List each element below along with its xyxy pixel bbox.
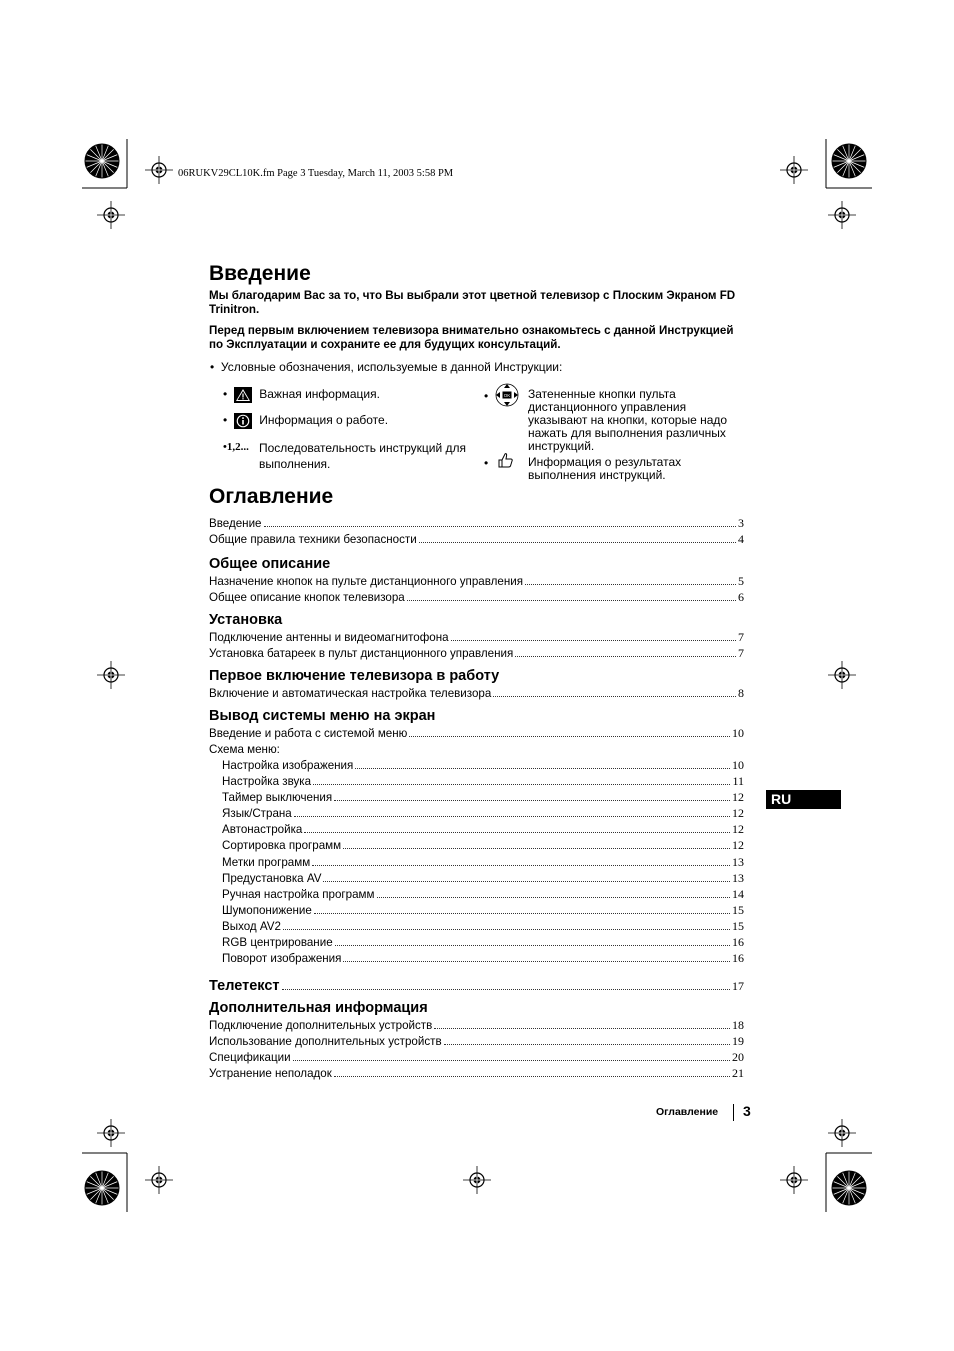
toc-entry[interactable]: Установка батареек в пульт дистанционного управления 7 <box>209 646 744 660</box>
info-icon <box>234 413 252 429</box>
toc-section-heading: Установка <box>209 612 283 628</box>
toc-entry[interactable]: Общее описание кнопок телевизора 6 <box>209 590 744 604</box>
symbol-info-text: Информация о работе. <box>259 413 389 428</box>
toc-entry[interactable]: Общие правила техники безопасности 4 <box>209 532 744 546</box>
toc-entry-teletext[interactable]: Телетекст 17 <box>209 978 744 994</box>
conventions-intro: • Условные обозначения, используемые в данной Инструкции: <box>210 360 563 374</box>
symbol-steps: •1,2... <box>223 441 249 453</box>
toc-section-heading: Первое включение телевизора в работу <box>209 668 500 684</box>
toc-entry[interactable]: Назначение кнопок на пульте дистанционного управления 5 <box>209 574 744 588</box>
toc-title: Оглавление <box>209 485 334 508</box>
toc-entry[interactable]: Подключение антенны и видеомагнитофона 7 <box>209 630 744 644</box>
toc-subentry[interactable]: Метки программ 13 <box>222 855 744 869</box>
thumbs-up-icon <box>496 451 514 469</box>
toc-entry[interactable]: Спецификации 20 <box>209 1050 744 1064</box>
toc-subentry[interactable]: Ручная настройка программ 14 <box>222 887 744 901</box>
toc-subentry[interactable]: Предустановка AV 13 <box>222 871 744 885</box>
steps-marker: 1,2... <box>226 441 249 453</box>
toc-entry-label: Схема меню: <box>209 743 280 756</box>
intro-paragraph-1: Мы благодарим Вас за то, что Вы выбрали этот цветной телевизор с Плоским Экраном FD Trinitron. <box>209 289 736 316</box>
toc-subentry[interactable]: Настройка изображения 10 <box>222 758 744 772</box>
symbol-important: • Важная информация. <box>223 387 380 402</box>
toc-subentry[interactable]: RGB центрирование 16 <box>222 935 744 949</box>
toc-entry[interactable]: Подключение дополнительных устройств 18 <box>209 1018 744 1032</box>
toc-section-heading: Дополнительная информация <box>209 1000 428 1016</box>
bullet-dot: • <box>484 389 489 403</box>
symbol-info: • Информация о работе. <box>223 413 389 428</box>
bullet-dot-2: • <box>484 456 489 470</box>
toc-entry[interactable]: Использование дополнительных устройств 19 <box>209 1034 744 1048</box>
toc-subentry[interactable]: Настройка звука 11 <box>222 774 744 788</box>
symbol-results-text: Информация о результатах выполнения инструкций. <box>528 455 682 482</box>
warning-icon <box>234 387 252 403</box>
toc-subentry[interactable]: Шумопонижение 15 <box>222 903 744 917</box>
svg-text:OK: OK <box>503 393 511 398</box>
intro-title: Введение <box>209 262 311 285</box>
toc-entry[interactable]: Введение и работа с системой меню 10 <box>209 726 744 740</box>
toc-subentry[interactable]: Автонастройка 12 <box>222 822 744 836</box>
toc-entry[interactable]: Включение и автоматическая настройка телевизора 8 <box>209 686 744 700</box>
toc-section-heading: Вывод системы меню на экран <box>209 708 436 724</box>
toc-section-heading: Общее описание <box>209 556 331 572</box>
intro-paragraph-2: Перед первым включением телевизора внимательно ознакомьтесь с данной Инструкцией по Эксплуатации и сохраните ее для будущих консультаций. <box>209 324 734 351</box>
toc-subentry[interactable]: Выход AV2 15 <box>222 919 744 933</box>
toc-entry[interactable]: Введение 3 <box>209 516 744 530</box>
toc-subentry[interactable]: Таймер выключения 12 <box>222 790 744 804</box>
conventions-intro-text: Условные обозначения, используемые в данной Инструкции: <box>220 360 563 374</box>
page-number: 3 <box>743 1103 751 1119</box>
symbol-shaded-buttons-text: Затененные кнопки пульта дистанционного управления указывают на кнопки, которые надо нажать для выполнения различных инструкций. <box>528 387 728 453</box>
printer-info-line: 06RUKV29CL10K.fm Page 3 Tuesday, March 11, 2003 5:58 PM <box>178 168 454 179</box>
toc-entry[interactable]: Устранение неполадок 21 <box>209 1066 744 1080</box>
toc-subentry[interactable]: Сортировка программ 12 <box>222 838 744 852</box>
footer-section-label: Оглавление <box>656 1106 719 1118</box>
toc-subentry[interactable]: Язык/Страна 12 <box>222 806 744 820</box>
language-tab-ru: RU <box>766 790 841 809</box>
symbol-important-text: Важная информация. <box>259 387 380 402</box>
footer-separator <box>733 1104 734 1121</box>
remote-buttons-icon <box>494 382 520 408</box>
symbol-steps-text: Последовательность инструкций для выполнения. <box>259 441 467 471</box>
toc-subentry[interactable]: Поворот изображения 16 <box>222 951 744 965</box>
